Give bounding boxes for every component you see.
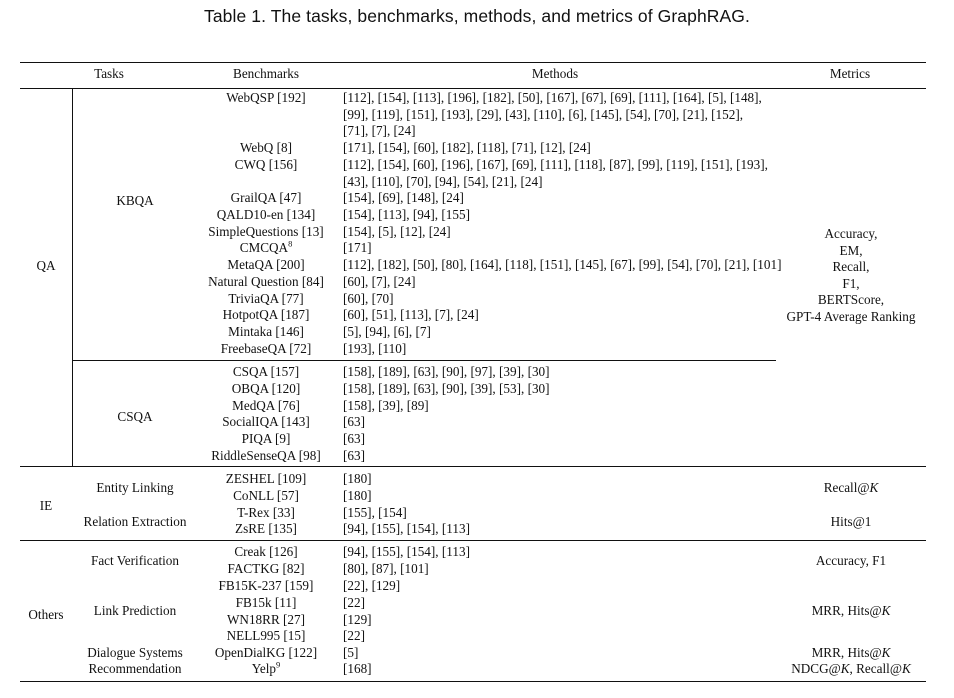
methods-line: [94], [155], [154], [113]	[343, 544, 470, 559]
benchmark-cell	[176, 612, 356, 629]
metrics-recommendation	[776, 661, 926, 678]
methods-line: [112], [182], [50], [80], [164], [118], [151], [145], [67], [99], [54], [70], [21], [101]	[343, 257, 782, 272]
methods-cell	[343, 157, 768, 190]
methods-cell	[343, 488, 372, 505]
benchmark-name: FB15K-237 [159]	[218, 578, 314, 593]
benchmark-name: CoNLL [57]	[233, 488, 299, 503]
methods-line: [168]	[343, 661, 372, 676]
metric-k: K	[881, 645, 891, 660]
table-caption: Table 1. The tasks, benchmarks, methods, and metrics of GraphRAG.	[203, 6, 750, 26]
methods-line: [22]	[343, 595, 365, 610]
benchmark-cell	[176, 448, 356, 465]
benchmark-cell	[176, 224, 356, 241]
benchmark-cell	[176, 274, 356, 291]
methods-line: [63]	[343, 448, 365, 463]
methods-cell	[343, 190, 464, 207]
qa-ie-rule	[20, 466, 926, 467]
methods-cell	[343, 561, 429, 578]
methods-line: [63]	[343, 414, 365, 429]
benchmark-name: CMCQA	[239, 240, 289, 255]
metrics-link-prediction	[776, 603, 926, 620]
methods-line: [154], [113], [94], [155]	[343, 207, 470, 222]
methods-cell	[343, 341, 406, 358]
methods-cell	[343, 505, 407, 522]
methods-cell	[343, 661, 372, 678]
benchmark-cell	[176, 291, 356, 308]
benchmark-name: OBQA [120]	[231, 381, 301, 396]
methods-cell	[343, 544, 470, 561]
methods-line: [154], [5], [12], [24]	[343, 224, 451, 239]
methods-line: [60], [7], [24]	[343, 274, 416, 289]
group-dialogue-systems: Dialogue Systems	[87, 645, 183, 660]
benchmark-cell	[176, 307, 356, 324]
methods-line: [193], [110]	[343, 341, 407, 356]
footnote-marker: 9	[276, 659, 281, 670]
benchmark-name: CWQ [156]	[234, 157, 298, 172]
benchmark-name: FACTKG [82]	[227, 561, 305, 576]
benchmark-name: WN18RR [27]	[226, 612, 306, 627]
benchmark-name: Natural Question [84]	[208, 274, 324, 289]
metric-text: MRR, Hits@	[811, 645, 882, 660]
metric-k: K	[901, 661, 911, 676]
metrics-fact-verification: Accuracy, F1	[815, 553, 887, 568]
group-others: Others	[28, 607, 64, 622]
benchmark-cell	[176, 561, 356, 578]
methods-cell	[343, 140, 591, 157]
benchmark-name: Mintaka [146]	[228, 324, 304, 339]
methods-line: [180]	[343, 471, 372, 486]
metric-k: K	[881, 603, 891, 618]
metric-line: Recall,	[832, 259, 870, 275]
group-kbqa: KBQA	[116, 193, 154, 208]
methods-line: [94], [155], [154], [113]	[343, 521, 470, 536]
metric-k: K	[840, 661, 850, 676]
methods-line: [22], [129]	[343, 578, 401, 593]
benchmark-name: RiddleSenseQA [98]	[211, 448, 321, 463]
benchmark-cell	[176, 398, 356, 415]
methods-line: [155], [154]	[343, 505, 407, 520]
methods-line: [60], [70]	[343, 291, 394, 306]
benchmark-name: SocialIQA [143]	[222, 414, 310, 429]
methods-line: [158], [39], [89]	[343, 398, 429, 413]
ie-others-rule	[20, 540, 926, 541]
benchmark-name: PIQA [9]	[241, 431, 291, 446]
benchmark-cell	[176, 341, 356, 358]
metric-text: , Recall@	[849, 661, 902, 676]
methods-cell	[343, 471, 372, 488]
benchmark-name: QALD10-en [134]	[216, 207, 316, 222]
benchmark-name: WebQSP [192]	[226, 90, 306, 105]
benchmark-name: NELL995 [15]	[226, 628, 306, 643]
methods-line: [63]	[343, 431, 365, 446]
group-csqa: CSQA	[117, 409, 153, 424]
methods-line: [99], [119], [151], [193], [29], [43], [110], [6], [145], [54], [70], [21], [152],	[343, 106, 744, 122]
benchmark-name: MetaQA [200]	[227, 257, 305, 272]
metric-line: BERTScore,	[817, 292, 885, 308]
methods-line: [158], [189], [63], [90], [97], [39], [30]	[343, 364, 550, 379]
top-rule	[20, 62, 926, 63]
group-entity-linking: Entity Linking	[96, 480, 174, 495]
methods-cell	[343, 257, 781, 274]
benchmark-cell	[176, 381, 356, 398]
benchmark-cell	[176, 324, 356, 341]
benchmark-name: TriviaQA [77]	[228, 291, 304, 306]
methods-line: [112], [154], [60], [196], [167], [69], [111], [118], [87], [99], [119], [151], [193],	[343, 157, 768, 172]
metric-text: NDCG@	[791, 661, 841, 676]
methods-line: [129]	[343, 612, 372, 627]
header-methods: Methods	[531, 66, 579, 81]
methods-line: [180]	[343, 488, 372, 503]
methods-cell	[343, 645, 358, 662]
benchmark-name: ZESHEL [109]	[225, 471, 307, 486]
benchmark-name: SimpleQuestions [13]	[208, 224, 324, 239]
methods-cell	[343, 612, 372, 629]
methods-cell	[343, 578, 400, 595]
methods-line: [171], [154], [60], [182], [118], [71], [12], [24]	[343, 140, 591, 155]
header-rule	[20, 88, 926, 89]
group-relation-extraction: Relation Extraction	[83, 514, 187, 529]
group-recommendation: Recommendation	[88, 661, 182, 676]
benchmark-name: CSQA [157]	[232, 364, 300, 379]
methods-line: [5], [94], [6], [7]	[343, 324, 431, 339]
group-qa: QA	[36, 258, 56, 273]
benchmark-cell	[176, 240, 356, 257]
header-metrics: Metrics	[829, 66, 871, 81]
benchmark-cell	[176, 505, 356, 522]
methods-line: [43], [110], [70], [94], [54], [21], [24]	[343, 173, 543, 189]
benchmark-cell	[176, 140, 356, 157]
methods-cell	[343, 521, 470, 538]
methods-cell	[343, 414, 365, 431]
benchmark-name: OpenDialKG [122]	[214, 645, 318, 660]
benchmark-cell	[176, 628, 356, 645]
methods-cell	[343, 224, 451, 241]
header-benchmarks: Benchmarks	[233, 66, 299, 81]
metric-line: F1,	[842, 275, 860, 291]
methods-line: [171]	[343, 240, 372, 255]
methods-cell	[343, 324, 431, 341]
methods-cell	[343, 207, 470, 224]
metrics-relation-extraction: Hits@1	[830, 514, 872, 529]
methods-cell	[343, 240, 372, 257]
header-tasks: Tasks	[94, 66, 124, 81]
methods-line: [158], [189], [63], [90], [39], [53], [30]	[343, 381, 550, 396]
benchmark-name: WebQ [8]	[239, 140, 293, 155]
benchmark-name: FB15k [11]	[235, 595, 297, 610]
metrics-dialogue-systems	[776, 645, 926, 662]
metrics-entity-linking	[776, 480, 926, 497]
benchmark-name: ZsRE [135]	[235, 521, 297, 536]
bottom-rule	[20, 681, 926, 682]
footnote-marker: 8	[288, 238, 293, 249]
methods-cell	[343, 291, 394, 308]
benchmark-cell	[176, 471, 356, 488]
methods-cell	[343, 274, 416, 291]
benchmark-name: Yelp	[251, 661, 277, 676]
group-fact-verification: Fact Verification	[90, 553, 179, 568]
metric-k: K	[869, 480, 879, 495]
methods-cell	[343, 90, 762, 140]
methods-line: [22]	[343, 628, 365, 643]
methods-line: [154], [69], [148], [24]	[343, 190, 464, 205]
methods-cell	[343, 381, 550, 398]
benchmark-name: GrailQA [47]	[230, 190, 302, 205]
metric-line: GPT-4 Average Ranking	[786, 308, 916, 324]
methods-line: [60], [51], [113], [7], [24]	[343, 307, 479, 322]
benchmark-cell	[176, 414, 356, 431]
benchmark-name: T-Rex [33]	[237, 505, 295, 520]
benchmark-cell	[176, 190, 356, 207]
group-ie: IE	[39, 498, 53, 513]
methods-cell	[343, 628, 365, 645]
methods-line: [71], [7], [24]	[343, 123, 416, 139]
methods-cell	[343, 364, 550, 381]
group-link-prediction: Link Prediction	[93, 603, 177, 618]
benchmark-name: FreebaseQA [72]	[220, 341, 312, 356]
benchmark-cell	[176, 595, 356, 612]
benchmark-name: HotpotQA [187]	[222, 307, 310, 322]
methods-line: [5]	[343, 645, 359, 660]
benchmark-cell	[176, 364, 356, 381]
benchmark-cell	[176, 544, 356, 561]
methods-cell	[343, 307, 479, 324]
benchmark-cell	[176, 431, 356, 448]
methods-cell	[343, 398, 429, 415]
methods-cell	[343, 448, 365, 465]
benchmark-name: MedQA [76]	[232, 398, 300, 413]
methods-cell	[343, 595, 365, 612]
benchmark-cell	[176, 578, 356, 595]
benchmark-cell	[176, 207, 356, 224]
metric-text: Recall@	[823, 480, 870, 495]
benchmark-cell	[176, 488, 356, 505]
methods-line: [80], [87], [101]	[343, 561, 429, 576]
qa-divider	[72, 89, 73, 466]
methods-cell	[343, 431, 365, 448]
benchmark-cell	[176, 521, 356, 538]
benchmark-cell	[176, 90, 356, 107]
benchmark-name: Creak [126]	[234, 544, 298, 559]
benchmark-cell	[176, 157, 356, 174]
metric-text: MRR, Hits@	[811, 603, 882, 618]
metrics-qa	[776, 226, 926, 326]
kbqa-csqa-rule	[73, 360, 776, 361]
benchmark-cell	[176, 661, 356, 678]
metric-line: EM,	[839, 242, 863, 258]
benchmark-cell	[176, 645, 359, 662]
methods-line: [112], [154], [113], [196], [182], [50], [167], [67], [69], [111], [164], [5], [148],	[343, 90, 762, 105]
metric-line: Accuracy,	[824, 226, 878, 241]
benchmark-cell	[176, 257, 356, 274]
